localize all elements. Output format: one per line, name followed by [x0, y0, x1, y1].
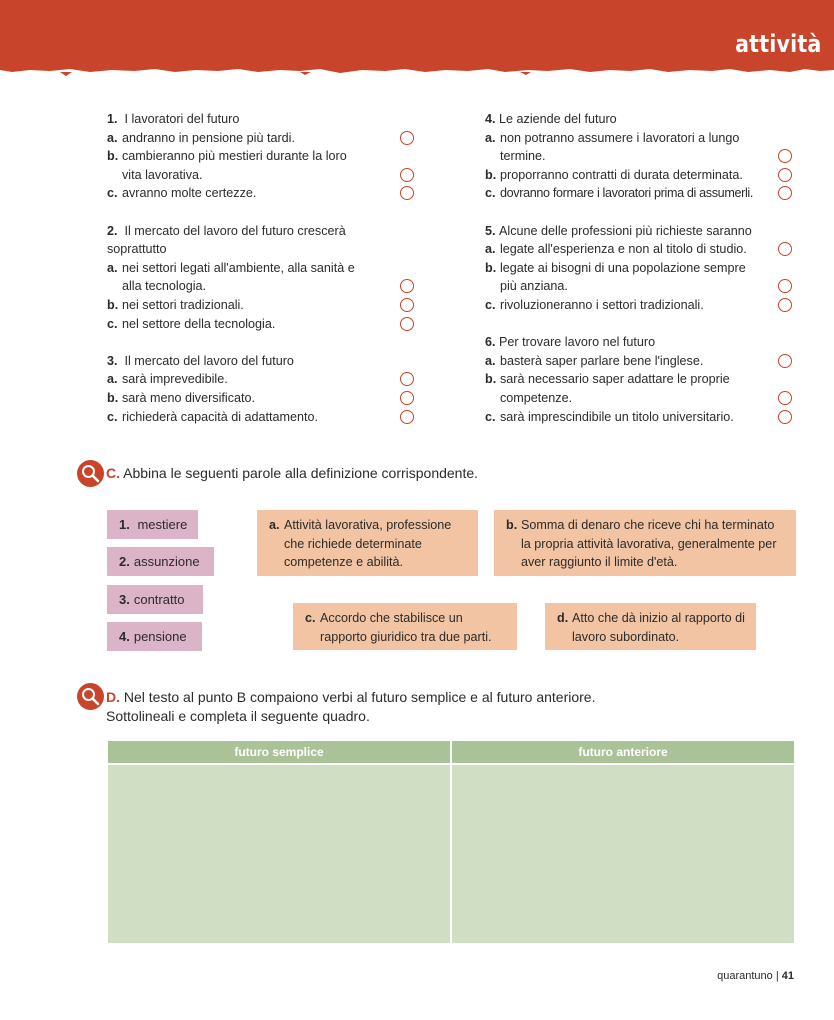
- questions-left: [107, 110, 417, 426]
- question-number: 1.: [107, 112, 118, 126]
- option-letter: c.: [107, 316, 118, 331]
- definition-text: Atto che dà inizio al rapporto di lavoro subordinato.: [572, 611, 745, 644]
- option-text: dovranno formare i lavoratori prima di assumerli.: [500, 186, 754, 201]
- answer-circle[interactable]: [778, 242, 792, 256]
- option-text: rivoluzioneranno i settori tradizionali.: [500, 297, 704, 312]
- word-card[interactable]: [107, 547, 214, 576]
- option-letter: b.: [107, 297, 119, 312]
- word-text: contratto: [133, 592, 185, 607]
- page-footer: quarantuno | 41: [717, 970, 794, 982]
- definition-text: Somma di denaro che riceve chi ha terminato la propria attività lavorativa, generalmente per aver raggiunto il limite d'età.: [521, 518, 777, 570]
- option-text: basterà saper parlare bene l'inglese.: [500, 353, 704, 368]
- definition-text: Accordo che stabilisce un rapporto giuridico tra due parti.: [320, 611, 492, 644]
- option-letter: b.: [485, 372, 497, 387]
- page-number: 41: [781, 970, 794, 982]
- answer-circle[interactable]: [400, 298, 414, 312]
- option-text: proporranno contratti di durata determinata.: [500, 167, 743, 182]
- section-c-title: [106, 464, 478, 483]
- option-letter: c.: [485, 186, 496, 201]
- option-letter: a.: [107, 130, 118, 145]
- question-title: Il mercato del lavoro del futuro crescerà: [124, 223, 346, 238]
- option-letter: c.: [107, 186, 118, 201]
- option-letter: b.: [485, 260, 497, 275]
- section-d-title: [106, 688, 595, 726]
- option-text: avranno molte certezze.: [122, 186, 257, 201]
- definition-letter: c.: [305, 611, 316, 625]
- answer-circle[interactable]: [778, 391, 792, 405]
- option-text: legate ai bisogni di una popolazione sempre: [500, 260, 746, 275]
- option-text: sarà meno diversificato.: [122, 390, 255, 405]
- definition-text: Attività lavorativa, professione che richiede determinate competenze e abilità.: [284, 518, 452, 570]
- question-5: [485, 222, 797, 315]
- answer-circle[interactable]: [400, 186, 414, 200]
- answer-circle[interactable]: [400, 317, 414, 331]
- option-text: sarà imprevedibile.: [122, 372, 228, 387]
- definition-letter: a.: [269, 518, 280, 532]
- option-letter: a.: [107, 260, 118, 275]
- answer-circle[interactable]: [400, 391, 414, 405]
- option-text: vita lavorativa.: [122, 167, 203, 182]
- section-instruction: Nel testo al punto B compaiono verbi al futuro semplice e al futuro anteriore.: [123, 689, 596, 705]
- word-card[interactable]: [107, 510, 198, 539]
- option-text: nei settori legati all'ambiente, alla sanità e: [122, 260, 355, 275]
- option-letter: a.: [485, 242, 496, 257]
- option-letter: b.: [485, 167, 497, 182]
- answer-circle[interactable]: [778, 168, 792, 182]
- option-text: legate all'esperienza e non al titolo di studio.: [500, 242, 747, 257]
- word-number: 1.: [119, 517, 130, 532]
- option-letter: c.: [485, 409, 496, 424]
- header-banner: [0, 0, 834, 78]
- column-header: futuro semplice: [108, 741, 451, 764]
- option-text: nel settore della tecnologia.: [122, 316, 276, 331]
- header-title: attività: [735, 30, 822, 58]
- question-4: [485, 110, 797, 203]
- option-text: sarà necessario saper adattare le proprie: [500, 372, 730, 387]
- definition-card[interactable]: [545, 603, 756, 650]
- answer-circle[interactable]: [400, 372, 414, 386]
- answer-circle[interactable]: [778, 354, 792, 368]
- question-number: 3.: [107, 353, 118, 368]
- answer-circle[interactable]: [778, 149, 792, 163]
- answer-circle[interactable]: [400, 410, 414, 424]
- option-letter: b.: [107, 149, 119, 164]
- word-card[interactable]: [107, 585, 203, 614]
- option-letter: c.: [107, 409, 118, 424]
- section-instruction: Abbina le seguenti parole alla definizione corrispondente.: [123, 465, 479, 481]
- option-letter: a.: [485, 130, 496, 145]
- option-text: non potranno assumere i lavoratori a lungo: [500, 130, 740, 145]
- word-card[interactable]: [107, 622, 202, 651]
- question-title: I lavoratori del futuro: [124, 112, 240, 126]
- question-number: 6.: [485, 335, 496, 350]
- definition-card[interactable]: [494, 510, 796, 576]
- question-3: [107, 352, 417, 426]
- option-letter: c.: [485, 297, 496, 312]
- option-text: sarà imprescindibile un titolo universitario.: [500, 409, 734, 424]
- word-text: mestiere: [137, 517, 188, 532]
- question-number: 5.: [485, 223, 496, 238]
- question-number: 2.: [107, 223, 118, 238]
- question-title: soprattutto: [107, 242, 167, 257]
- question-number: 4.: [485, 112, 496, 126]
- option-text: termine.: [500, 149, 546, 164]
- column-header: futuro anteriore: [451, 741, 794, 764]
- question-title: Alcune delle professioni più richieste saranno: [499, 223, 752, 238]
- word-text: assunzione: [133, 554, 200, 569]
- answer-circle[interactable]: [778, 298, 792, 312]
- answer-circle[interactable]: [400, 131, 414, 145]
- tense-table: [108, 741, 794, 943]
- answer-circle[interactable]: [778, 410, 792, 424]
- answer-cell[interactable]: [108, 764, 451, 943]
- definition-letter: b.: [506, 518, 518, 532]
- option-text: competenze.: [500, 390, 573, 405]
- answer-circle[interactable]: [778, 279, 792, 293]
- section-instruction: Sottolineali e completa il seguente quadro.: [106, 708, 370, 724]
- option-text: cambieranno più mestieri durante la loro: [122, 149, 347, 164]
- question-2: [107, 222, 417, 334]
- word-number: 3.: [119, 592, 130, 607]
- page-header: [0, 0, 834, 78]
- page-word: quarantuno: [717, 970, 773, 982]
- question-title: Il mercato del lavoro del futuro: [124, 353, 294, 368]
- questions-right: [485, 110, 797, 426]
- word-text: pensione: [133, 629, 187, 644]
- magnifier-icon: [77, 683, 104, 710]
- answer-circle[interactable]: [400, 168, 414, 182]
- word-number: 2.: [119, 554, 130, 569]
- answer-circle[interactable]: [778, 186, 792, 200]
- answer-circle[interactable]: [400, 279, 414, 293]
- option-letter: a.: [485, 353, 496, 368]
- definition-card[interactable]: [293, 603, 517, 650]
- option-text: alla tecnologia.: [122, 279, 207, 294]
- option-text: richiederà capacità di adattamento.: [122, 409, 319, 424]
- section-letter: C.: [106, 465, 120, 481]
- definition-letter: d.: [557, 611, 569, 625]
- question-1: [107, 110, 417, 203]
- word-number: 4.: [119, 629, 130, 644]
- definition-card[interactable]: [257, 510, 478, 576]
- option-letter: a.: [107, 372, 118, 387]
- option-text: nei settori tradizionali.: [122, 297, 244, 312]
- question-title: Le aziende del futuro: [499, 112, 617, 126]
- option-text: andranno in pensione più tardi.: [122, 130, 295, 145]
- answer-cell[interactable]: [451, 764, 794, 943]
- question-title: Per trovare lavoro nel futuro: [499, 335, 656, 350]
- section-letter: D.: [106, 689, 120, 705]
- question-6: [485, 333, 797, 426]
- option-text: più anziana.: [500, 279, 568, 294]
- magnifier-icon: [77, 460, 104, 487]
- option-letter: b.: [107, 390, 119, 405]
